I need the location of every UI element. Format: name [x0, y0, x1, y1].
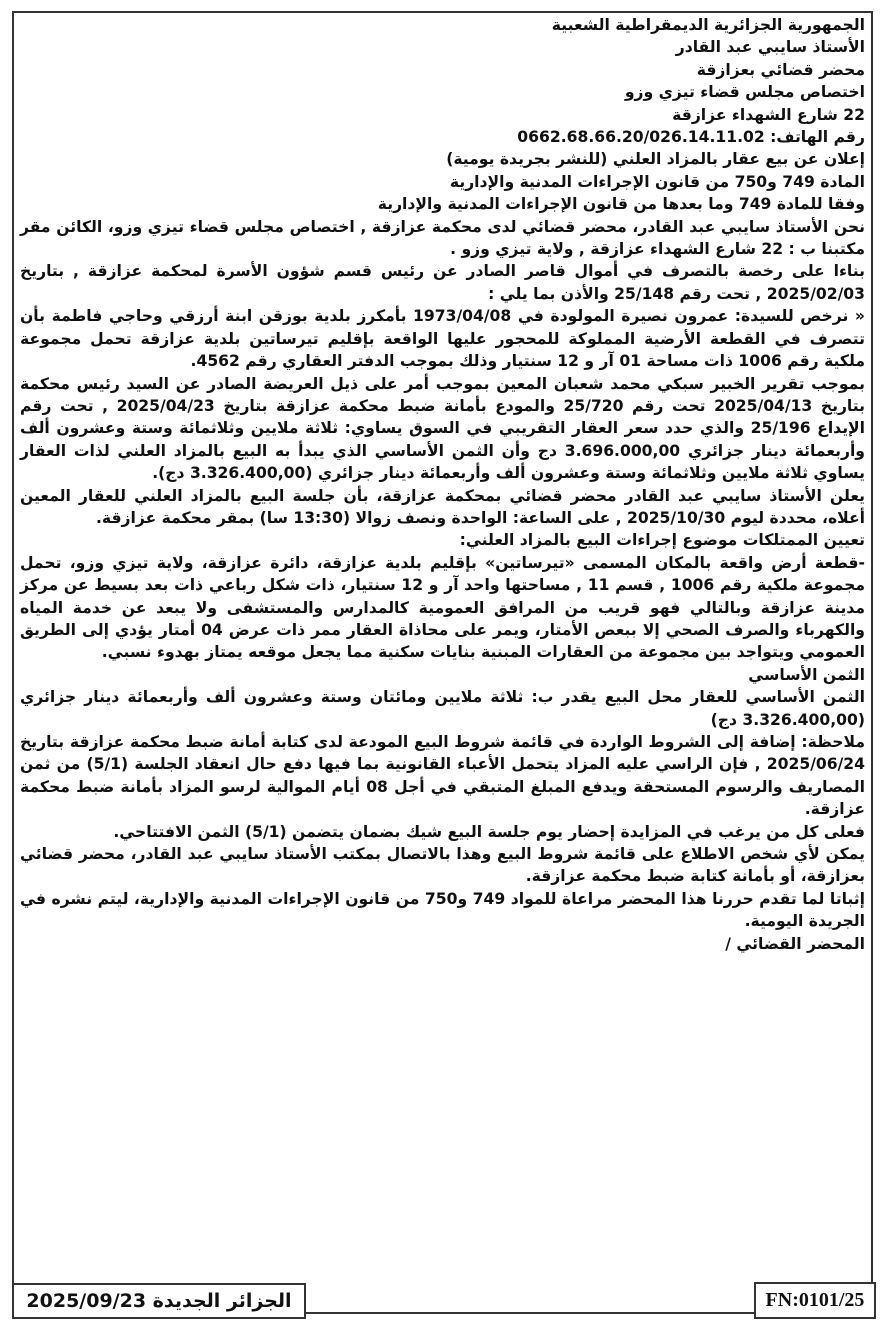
- legal-basis: وفقا للمادة 749 وما بعدها من قانون الإجراءات المدنية والإدارية: [377, 195, 865, 214]
- legal-notice-body: [20, 14, 865, 955]
- consultation-info: يمكن لأي شخص الاطلاع على قائمة شروط البيع وهذا بالاتصال بمكتب الأستاذ سايبي عبد القادر، محضر قضائي بعزازقة، أو بأمانة كتابة ضبط محكمة عزازقة.: [20, 845, 865, 886]
- signature-line: المحضر القضائي /: [725, 934, 865, 953]
- notice-title: إعلان عن بيع عقار بالمزاد العلني (للنشر بجريدة يومية): [446, 150, 865, 169]
- paragraph-auction-date: يعلن الأستاذ سايبي عبد القادر محضر قضائي بمحكمة عزازقة، بأن جلسة البيع بالمزاد العلني للعقار المعين أعلاه، محددة ليوم 2025/10/30 , على الساعة: الواحدة ونصف زوالا (13:30 سا) بمقر محكمة عزازقة.: [20, 486, 865, 527]
- paragraph-court-order: « نرخص للسيدة: عمرون نصيرة المولودة في 1973/04/08 بأمكرز بلدية بوزقن ابنة أرزقي وحاجي فاطمة بأن تتصرف في القطعة الأرضية المملوكة للمحجور عليها الواقعة بإقليم تيرساتين بلدية عزازقة تحمل مجموعة ملكية رقم 1006 ذات مساحة 01 آر و 12 سنتيار وذلك بموجب الدفتر العقاري رقم 4562.: [20, 307, 866, 371]
- article-reference: المادة 749 و750 من قانون الإجراءات المدنية والإدارية: [449, 172, 865, 191]
- paragraph-expert-report: بموجب تقرير الخبير سبكي محمد شعبان المعين بموجب أمر على ذيل العريضة الصادر عن السيد رئيس محكمة بتاريخ 2025/04/13 تحت رقم 25/720 والمودع بأمانة ضبط محكمة عزازقة بتاريخ 2025/04/23 , تحت رقم الإيداع 25/196 والذي حدد سعر العقار التقريبي في السوق يساوي: ثلاثة ملايين وثلاثمائة وستة وعشرون ألف وأربعمائة دينار جزائري 3.696.000,00 دج وأن الثمن الأساسي الذي يبدأ به البيع بالمزاد العلني لذات العقار يساوي ثلاثة ملايين وثلاثمائة وستة وعشرون ألف وأربعمائة دينار جزائري (3.326.400,00 دج).: [20, 374, 866, 483]
- bidding-condition: فعلى كل من يرغب في المزايدة إحضار يوم جلسة البيع شيك بضمان يتضمن (5/1) الثمن الافتتاحي.: [113, 822, 865, 841]
- header-line-office: محضر قضائي بعزازقة: [696, 60, 865, 79]
- file-number-stamp: FN:0101/25: [754, 1282, 876, 1319]
- header-line-phone: رقم الهاتف: 0662.68.66.20/026.14.11.02: [517, 128, 865, 147]
- base-price-heading: الثمن الأساسي: [748, 665, 865, 684]
- publication-stamp: الجزائر الجديدة 2025/09/23: [12, 1283, 306, 1319]
- closing-statement: إثباتا لما تقدم حررنا هذا المحضر مراعاة للمواد 749 و750 من قانون الإجراءات المدنية والإدارية، ليتم نشره في الجريدة اليومية.: [20, 889, 865, 931]
- paragraph-bailiff-intro: نحن الأستاذ سايبي عبد القادر، محضر قضائي لدى محكمة عزازقة , اختصاص مجلس قضاء تيزي وزو، الكائن مقر مكتبنا ب : 22 شارع الشهداء عزازقة , ولاية تيزي وزو .: [20, 217, 865, 259]
- header-line-bailiff-name: الأستاذ سايبي عبد القادر: [675, 38, 865, 57]
- header-line-jurisdiction: اختصاص مجلس قضاء تيزي وزو: [624, 83, 865, 102]
- base-price-text: الثمن الأساسي للعقار محل البيع يقدر ب: ثلاثة ملايين ومائتان وستة وعشرون ألف وأربعمائة دينار جزائري (3.326.400,00 دج): [20, 688, 865, 729]
- note-paragraph: ملاحظة: إضافة إلى الشروط الواردة في قائمة شروط البيع المودعة لدى كتابة أمانة ضبط محكمة عزازقة بتاريخ 2025/06/24 , فإن الراسي عليه المزاد يتحمل الأعباء القانونية بما فيها دفع حال انعقاد الجلسة (5/1) من ثمن المصاريف والرسوم المستحقة ويدفع المبلغ المتبقي في أجل 08 أيام الموالية لرسو المزاد بأمانة ضبط محكمة عزازقة.: [20, 733, 865, 819]
- header-line-address: 22 شارع الشهداء عزازقة: [672, 105, 865, 124]
- property-description: -قطعة أرض واقعة بالمكان المسمى «تيرساتين» بإقليم بلدية عزازقة، دائرة عزازقة، ولاية تيزي وزو، تحمل مجموعة ملكية رقم 1006 , قسم 11 , مساحتها واحد آر و 12 سنتيار، ذات شكل رباعي ذات بعد بسيط عن مركز مدينة عزازقة وبالتالي فهو قريب من المرافق العمومية كالمدارس والمستشفى ولا يبعد عن خدمة المياه والكهرباء والصرف الصحي إلا ببعص الأمتار، ويمر على محاذاة العقار ممر ذات عرض 04 أمتار يؤدي إلى الطريق العمومي ويتواجد بين مجموعة من العقارات المبنية بنايات سكنية مما يجعل موقعه يمتاز بهدوء نسبي.: [20, 553, 865, 662]
- paragraph-authorization: بناءا على رخصة بالتصرف في أموال قاصر الصادر عن رئيس قسم شؤون الأسرة لمحكمة عزازقة , بتاريخ 2025/02/03 , تحت رقم 25/148 والأذن بما يلي :: [20, 262, 865, 303]
- header-line-republic: الجمهورية الجزائرية الديمقراطية الشعبية: [551, 16, 865, 34]
- property-heading: تعيين الممتلكات موضوع إجراءات البيع بالمزاد العلني:: [459, 531, 865, 550]
